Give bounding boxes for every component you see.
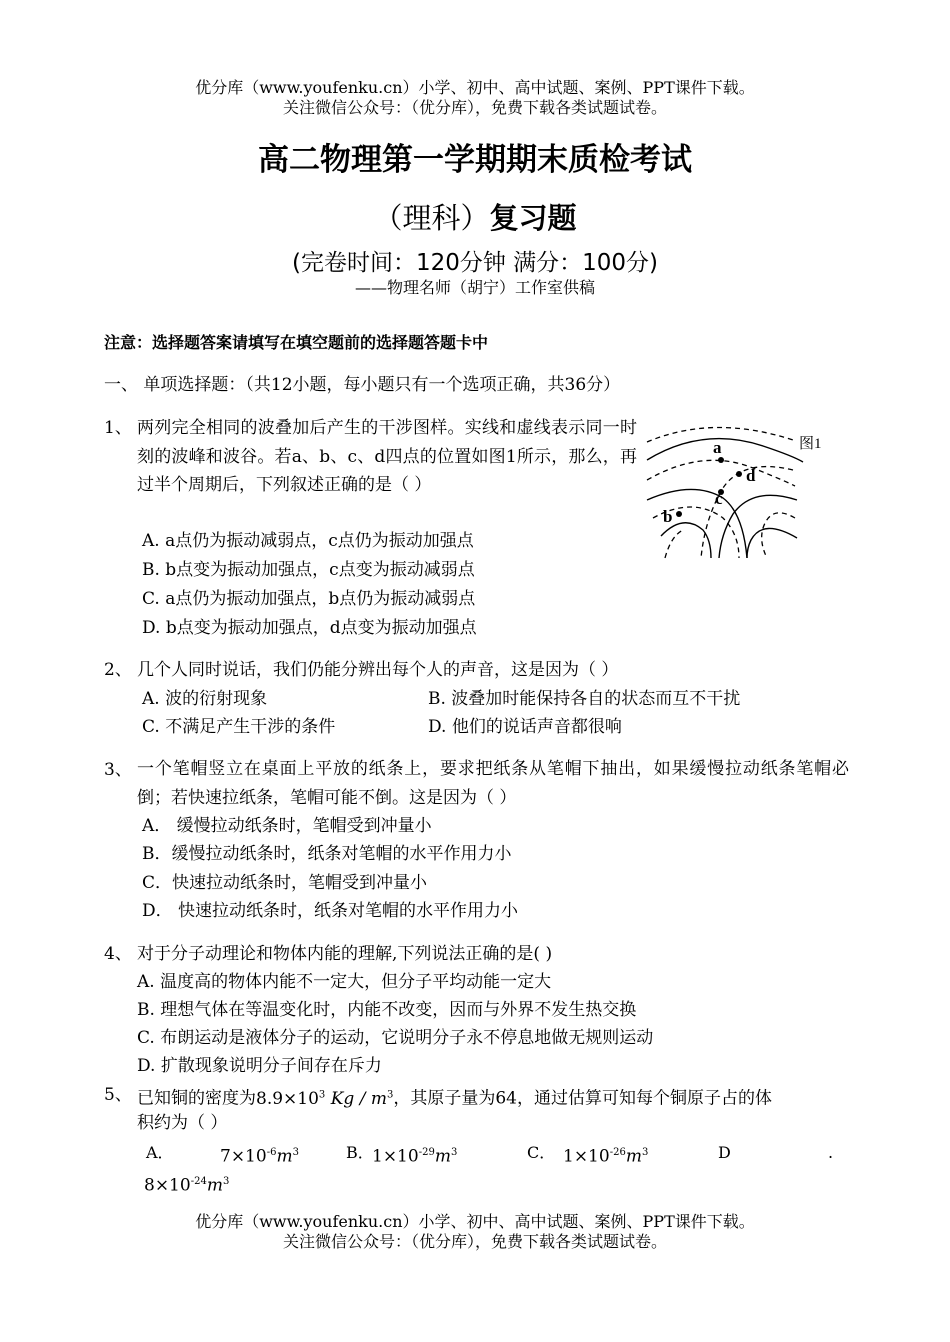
q5-d-unit-exp: 3 <box>222 1176 230 1187</box>
q2-option-b: B. 波叠加时能保持各自的状态而互不干扰 <box>428 689 741 709</box>
q5-option-b-label: B． <box>346 1143 374 1162</box>
q1-option-b: B. b点变为振动加强点，c点变为振动减弱点 <box>142 560 475 580</box>
q3-number: 3、 <box>104 760 132 780</box>
page-title: 高二物理第一学期期末质检考试 <box>258 142 692 178</box>
q5-text-after-a: ，其原子量为64，通过估算可知每个铜原子占的体 <box>393 1088 772 1109</box>
q3-option-c: C．快速拉动纸条时，笔帽受到冲量小 <box>142 873 428 893</box>
q4-option-b: B. 理想气体在等温变化时，内能不改变，因而与外界不发生热交换 <box>137 1000 637 1020</box>
q5-density-mantissa: 8.9×10 <box>256 1088 319 1109</box>
q5-option-d <box>144 1171 229 1197</box>
q4-option-c: C. 布朗运动是液体分子的运动，它说明分子永不停息地做无规则运动 <box>137 1028 654 1048</box>
q3-option-b: B．缓慢拉动纸条时，纸条对笔帽的水平作用力小 <box>142 844 512 864</box>
point-a-dot <box>718 457 724 463</box>
q4-option-d: D. 扩散现象说明分子间存在斥力 <box>137 1056 382 1076</box>
figure-label: 图1 <box>799 436 822 452</box>
q2-option-a: A. 波的衍射现象 <box>142 689 268 709</box>
q5-density <box>256 1089 393 1109</box>
q5-option-d-dot: . <box>828 1143 834 1162</box>
q5-option-c <box>563 1142 648 1168</box>
point-b-dot <box>676 511 682 517</box>
header-line-2: 关注微信公众号：（优分库），免费下载各类试题试卷。 <box>282 98 667 117</box>
q5-number: 5、 <box>104 1085 132 1105</box>
point-c-label: c <box>715 489 723 508</box>
q4-text: 对于分子动理论和物体内能的理解,下列说法正确的是( ) <box>137 944 553 964</box>
section-heading: 一、 单项选择题：（共12小题，每小题只有一个选项正确，共36分） <box>104 375 621 395</box>
q5-c-unit-exp: 3 <box>641 1147 649 1158</box>
q5-option-d-label: D <box>718 1143 731 1162</box>
subtitle-bold: 复习题 <box>489 201 577 235</box>
q4-option-a: A. 温度高的物体内能不一定大，但分子平均动能一定大 <box>137 972 552 992</box>
q2-text: 几个人同时说话，我们仍能分辨出每个人的声音，这是因为（ ） <box>137 660 619 680</box>
q5-d-exp: -24 <box>190 1176 207 1187</box>
q2-option-c: C. 不满足产生干涉的条件 <box>142 717 336 737</box>
notice: 注意：选择题答案请填写在填空题前的选择题答题卡中 <box>104 333 489 352</box>
q2-number: 2、 <box>104 660 132 680</box>
credit-line: ——物理名师（胡宁）工作室供稿 <box>354 278 595 297</box>
q2-option-d: D. 他们的说话声音都很响 <box>428 717 622 737</box>
point-a-label: a <box>713 438 722 457</box>
wave-trough-2 <box>647 460 795 486</box>
q4-number: 4、 <box>104 944 132 964</box>
point-d-label: d <box>746 466 756 485</box>
q5-b-mantissa: 1×10 <box>372 1146 419 1167</box>
page-subtitle <box>0 196 950 237</box>
q5-a-exp: -6 <box>266 1147 277 1158</box>
wave-crest-4 <box>661 523 711 558</box>
q5-line-2: 积约为（ ） <box>137 1113 228 1133</box>
q5-a-mantissa: 7×10 <box>220 1146 267 1167</box>
header-line-1: 优分库（www.youfenku.cn）小学、初中、高中试题、案例、PPT课件下载。 <box>195 78 755 97</box>
footer-line-1: 优分库（www.youfenku.cn）小学、初中、高中试题、案例、PPT课件下载。 <box>195 1212 755 1231</box>
q5-density-unit-exp: 3 <box>386 1089 394 1100</box>
q5-option-a <box>220 1142 299 1168</box>
wave-trough-6 <box>665 530 683 558</box>
exam-time: (完卷时间：120分钟 满分：100分) <box>291 250 659 276</box>
q5-b-exp: -29 <box>418 1147 435 1158</box>
q3-option-d: D． 快速拉动纸条时，纸条对笔帽的水平作用力小 <box>142 901 519 921</box>
wave-trough-5 <box>762 513 795 558</box>
q5-b-unit: m <box>434 1146 451 1167</box>
q5-line-1 <box>137 1084 772 1110</box>
wave-crest-5 <box>747 528 797 558</box>
q5-c-exp: -26 <box>609 1147 626 1158</box>
q1-number: 1、 <box>104 418 132 438</box>
q5-density-exp: 3 <box>318 1089 326 1100</box>
q5-d-unit: m <box>206 1175 223 1196</box>
subtitle-prefix: （理科） <box>373 201 490 235</box>
q5-d-mantissa: 8×10 <box>144 1175 191 1196</box>
point-b-label: b <box>663 507 673 526</box>
q1-text: 两列完全相同的波叠加后产生的干涉图样。实线和虚线表示同一时刻的波峰和波谷。若a、b、c、d四点的位置如图1所示，那么，再过半个周期后，下列叙述正确的是（ ） <box>137 418 637 495</box>
q5-density-unit: Kg / m <box>330 1088 387 1109</box>
q5-option-c-label: C． <box>527 1143 556 1162</box>
interference-figure <box>643 418 833 568</box>
q5-option-a-label: A． <box>146 1143 174 1162</box>
q5-option-b <box>372 1142 457 1168</box>
q5-text-before: 已知铜的密度为 <box>137 1088 256 1109</box>
q3-option-a: A． 缓慢拉动纸条时，笔帽受到冲量小 <box>142 816 432 836</box>
q5-c-mantissa: 1×10 <box>563 1146 610 1167</box>
wave-crest-2 <box>647 489 747 558</box>
q1-option-a: A. a点仍为振动减弱点，c点仍为振动加强点 <box>142 531 474 551</box>
point-d-dot <box>736 471 742 477</box>
q1-option-c: C. a点仍为振动加强点，b点仍为振动减弱点 <box>142 589 476 609</box>
q5-b-unit-exp: 3 <box>450 1147 458 1158</box>
wave-crest-1 <box>647 439 803 462</box>
q5-a-unit: m <box>276 1146 293 1167</box>
q5-a-unit-exp: 3 <box>292 1147 299 1158</box>
q5-c-unit: m <box>625 1146 642 1167</box>
footer-line-2: 关注微信公众号：（优分库），免费下载各类试题试卷。 <box>282 1232 667 1251</box>
q1-option-d: D. b点变为振动加强点，d点变为振动加强点 <box>142 618 477 638</box>
q3-text: 一个笔帽竖立在桌面上平放的纸条上，要求把纸条从笔帽下抽出，如果缓慢拉动纸条笔帽必倒；若快速拉纸条，笔帽可能不倒。这是因为（ ） <box>137 759 849 808</box>
